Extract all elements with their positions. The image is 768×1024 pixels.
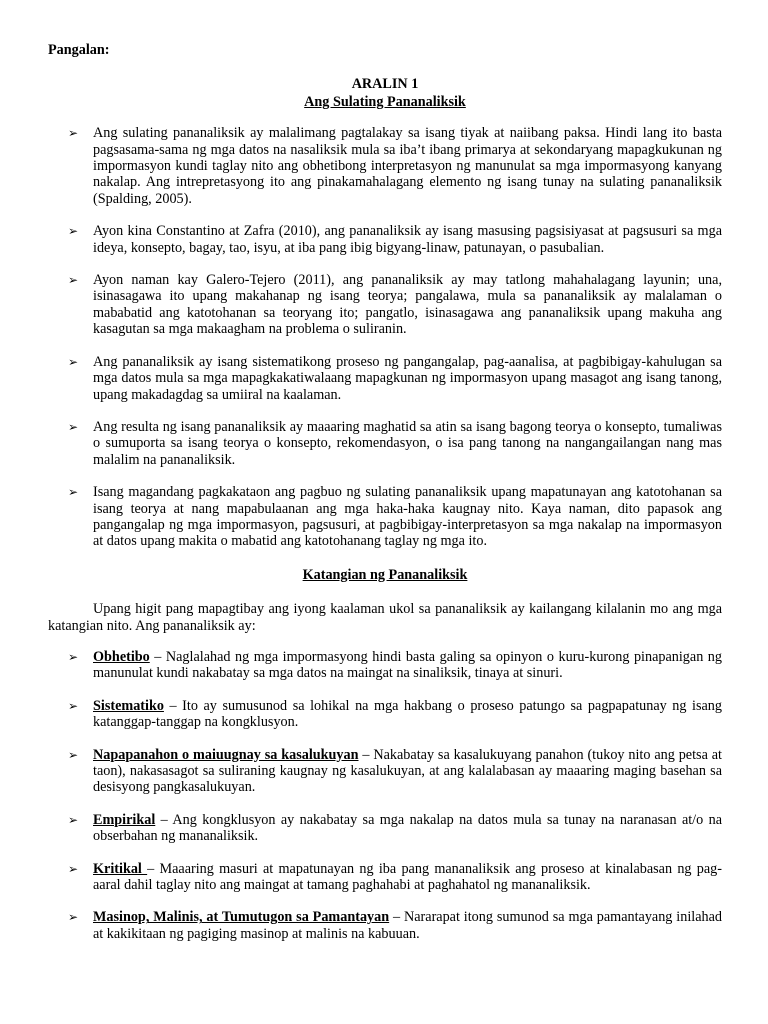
arrow-bullet-icon: ➢	[68, 273, 79, 288]
trait-description: – Ito ay sumusunod sa lohikal na mga hakbang o proseso patungo sa pagpapatunay ng isang katanggap-tanggap na kongklusyon.	[93, 697, 722, 731]
trait-item	[48, 909, 722, 942]
trait-item	[48, 747, 722, 796]
trait-item	[48, 698, 722, 731]
arrow-bullet-icon: ➢	[68, 861, 79, 876]
trait-description: – Ang kongklusyon ay nakabatay sa mga nakalap na datos mula sa tunay na naranasan at/o na obserbahan ng mananaliksik.	[93, 811, 722, 845]
trait-item	[48, 861, 722, 894]
intro-item-text: Ang resulta ng isang pananaliksik ay maaaring maghatid sa atin sa isang bagong teorya o konsepto, tumaliwas o sumuporta sa isang teorya o konsepto, rekomendasyon, o isa pang tanong na nangangailangan nang mas malalim na pananaliksik.	[93, 418, 722, 468]
arrow-bullet-icon: ➢	[68, 649, 79, 664]
intro-item	[48, 354, 722, 403]
arrow-bullet-icon: ➢	[68, 354, 79, 369]
intro-item-text: Ang pananaliksik ay isang sistematikong proseso ng pangangalap, pag-aanalisa, at pagbibigay-kahulugan sa mga datos mula sa mga mapagkakatiwalaang mapagkunan ng impormasyon upang masagot ang isang tanong, upang makadagdag sa umiiral na kaalaman.	[93, 353, 722, 403]
section-intro: Upang higit pang mapagtibay ang iyong kaalaman ukol sa pananaliksik ay kailangang kilalanin mo ang mga katangian nito. Ang pananaliksik ay:	[48, 601, 722, 634]
arrow-bullet-icon: ➢	[68, 485, 79, 500]
intro-item-text: Isang magandang pagkakataon ang pagbuo ng sulating pananaliksik upang mapatunayan ang katotohanan sa isang teorya at nang mapabulaanan ang mga haka-haka kaugnay nito. Kaya naman, dito papasok ang pangangalap ng mga impormasyon, pagsusuri, at pagbibigay-interpretasyon sa mga nakalap na impormasyon at datos upang makita o mabatid ang katotohanang taglay ng mga ito.	[93, 484, 722, 550]
trait-term: Obhetibo	[93, 648, 150, 665]
trait-description: – Maaaring masuri at mapatunayan ng iba pang mananaliksik ang proseso at kinalabasan ng pag-aaral dahil taglay nito ang maingat at tamang paghahabi at paghahatol ng mananaliksik.	[93, 860, 722, 894]
intro-item-text: Ang sulating pananaliksik ay malalimang pagtalakay sa isang tiyak at naiibang paksa. Hindi lang ito basta pagsasama-sama ng mga datos na nasaliksik mula sa iba’t ibang primarya at sekondaryang mapagkukunan ng impormasyon kundi taglay nito ang obhetibong interpretasyon ng manunulat sa mga impormasyong kanyang nakalap. Ang intrepretasyong ito ang pinakamahalagang elemento ng isang tunay na sulating pananaliksik (Spalding, 2005).	[93, 125, 722, 207]
name-label: Pangalan:	[48, 42, 110, 58]
arrow-bullet-icon: ➢	[68, 419, 79, 434]
arrow-bullet-icon: ➢	[68, 698, 79, 713]
section-title: Katangian ng Pananaliksik	[302, 566, 468, 583]
intro-item-text: Ayon kina Constantino at Zafra (2010), ang pananaliksik ay isang masusing pagsisiyasat at pagsusuri sa mga ideya, konsepto, bagay, tao, isyu, at iba pang ibig bigyang-linaw, patunayan, o pasubalian.	[93, 223, 722, 256]
arrow-bullet-icon: ➢	[68, 910, 79, 925]
trait-term: Masinop, Malinis, at Tumutugon sa Pamantayan	[93, 909, 390, 926]
trait-description: – Nakabatay sa kasalukuyang panahon (tukoy nito ang petsa at taon), nakasasagot sa suliraning kaugnay ng kasalukuyan, at ang kalalabasan ay maaaring maging basehan sa desisyong pangkasalukuyan.	[93, 746, 722, 796]
lesson-title: Ang Sulating Pananaliksik	[304, 93, 466, 110]
trait-term: Empirikal	[93, 811, 156, 828]
trait-description: – Naglalahad ng mga impormasyong hindi basta galing sa opinyon o kuru-kurong pinapanigan ng manunulat kundi nakabatay sa mga datos na maingat na sinaliksik, tinaya at sinuri.	[93, 648, 722, 682]
intro-item	[48, 125, 722, 207]
trait-term: Napapanahon o maiuugnay sa kasalukuyan	[93, 746, 359, 763]
intro-item-text: Ayon naman kay Galero-Tejero (2011), ang pananaliksik ay may tatlong mahahalagang layunin; una, isinasagawa ito upang makahanap ng isang teorya; pangalawa, mula sa pananaliksik ay malalaman o mababatid ang katotohanan sa teoryang ito; pangatlo, isinasagawa ang pananaliksik upang makuha ang kasagutan sa mga makaagham na problema o suliranin.	[93, 272, 722, 338]
arrow-bullet-icon: ➢	[68, 812, 79, 827]
traits-list	[48, 649, 722, 942]
trait-description: – Nararapat itong sumunod sa mga pamantayang inilahad at kakikitaan ng pagiging masinop at malinis na kabuuan.	[93, 909, 722, 942]
intro-item	[48, 272, 722, 338]
intro-item	[48, 419, 722, 468]
intro-item	[48, 223, 722, 256]
trait-item	[48, 812, 722, 845]
intro-bullet-list	[48, 125, 722, 550]
intro-item	[48, 484, 722, 550]
trait-item	[48, 649, 722, 682]
arrow-bullet-icon: ➢	[68, 747, 79, 762]
arrow-bullet-icon: ➢	[68, 224, 79, 239]
arrow-bullet-icon: ➢	[68, 126, 79, 141]
trait-term: Kritikal	[93, 860, 148, 877]
lesson-number: ARALIN 1	[351, 76, 419, 93]
trait-term: Sistematiko	[93, 697, 164, 714]
